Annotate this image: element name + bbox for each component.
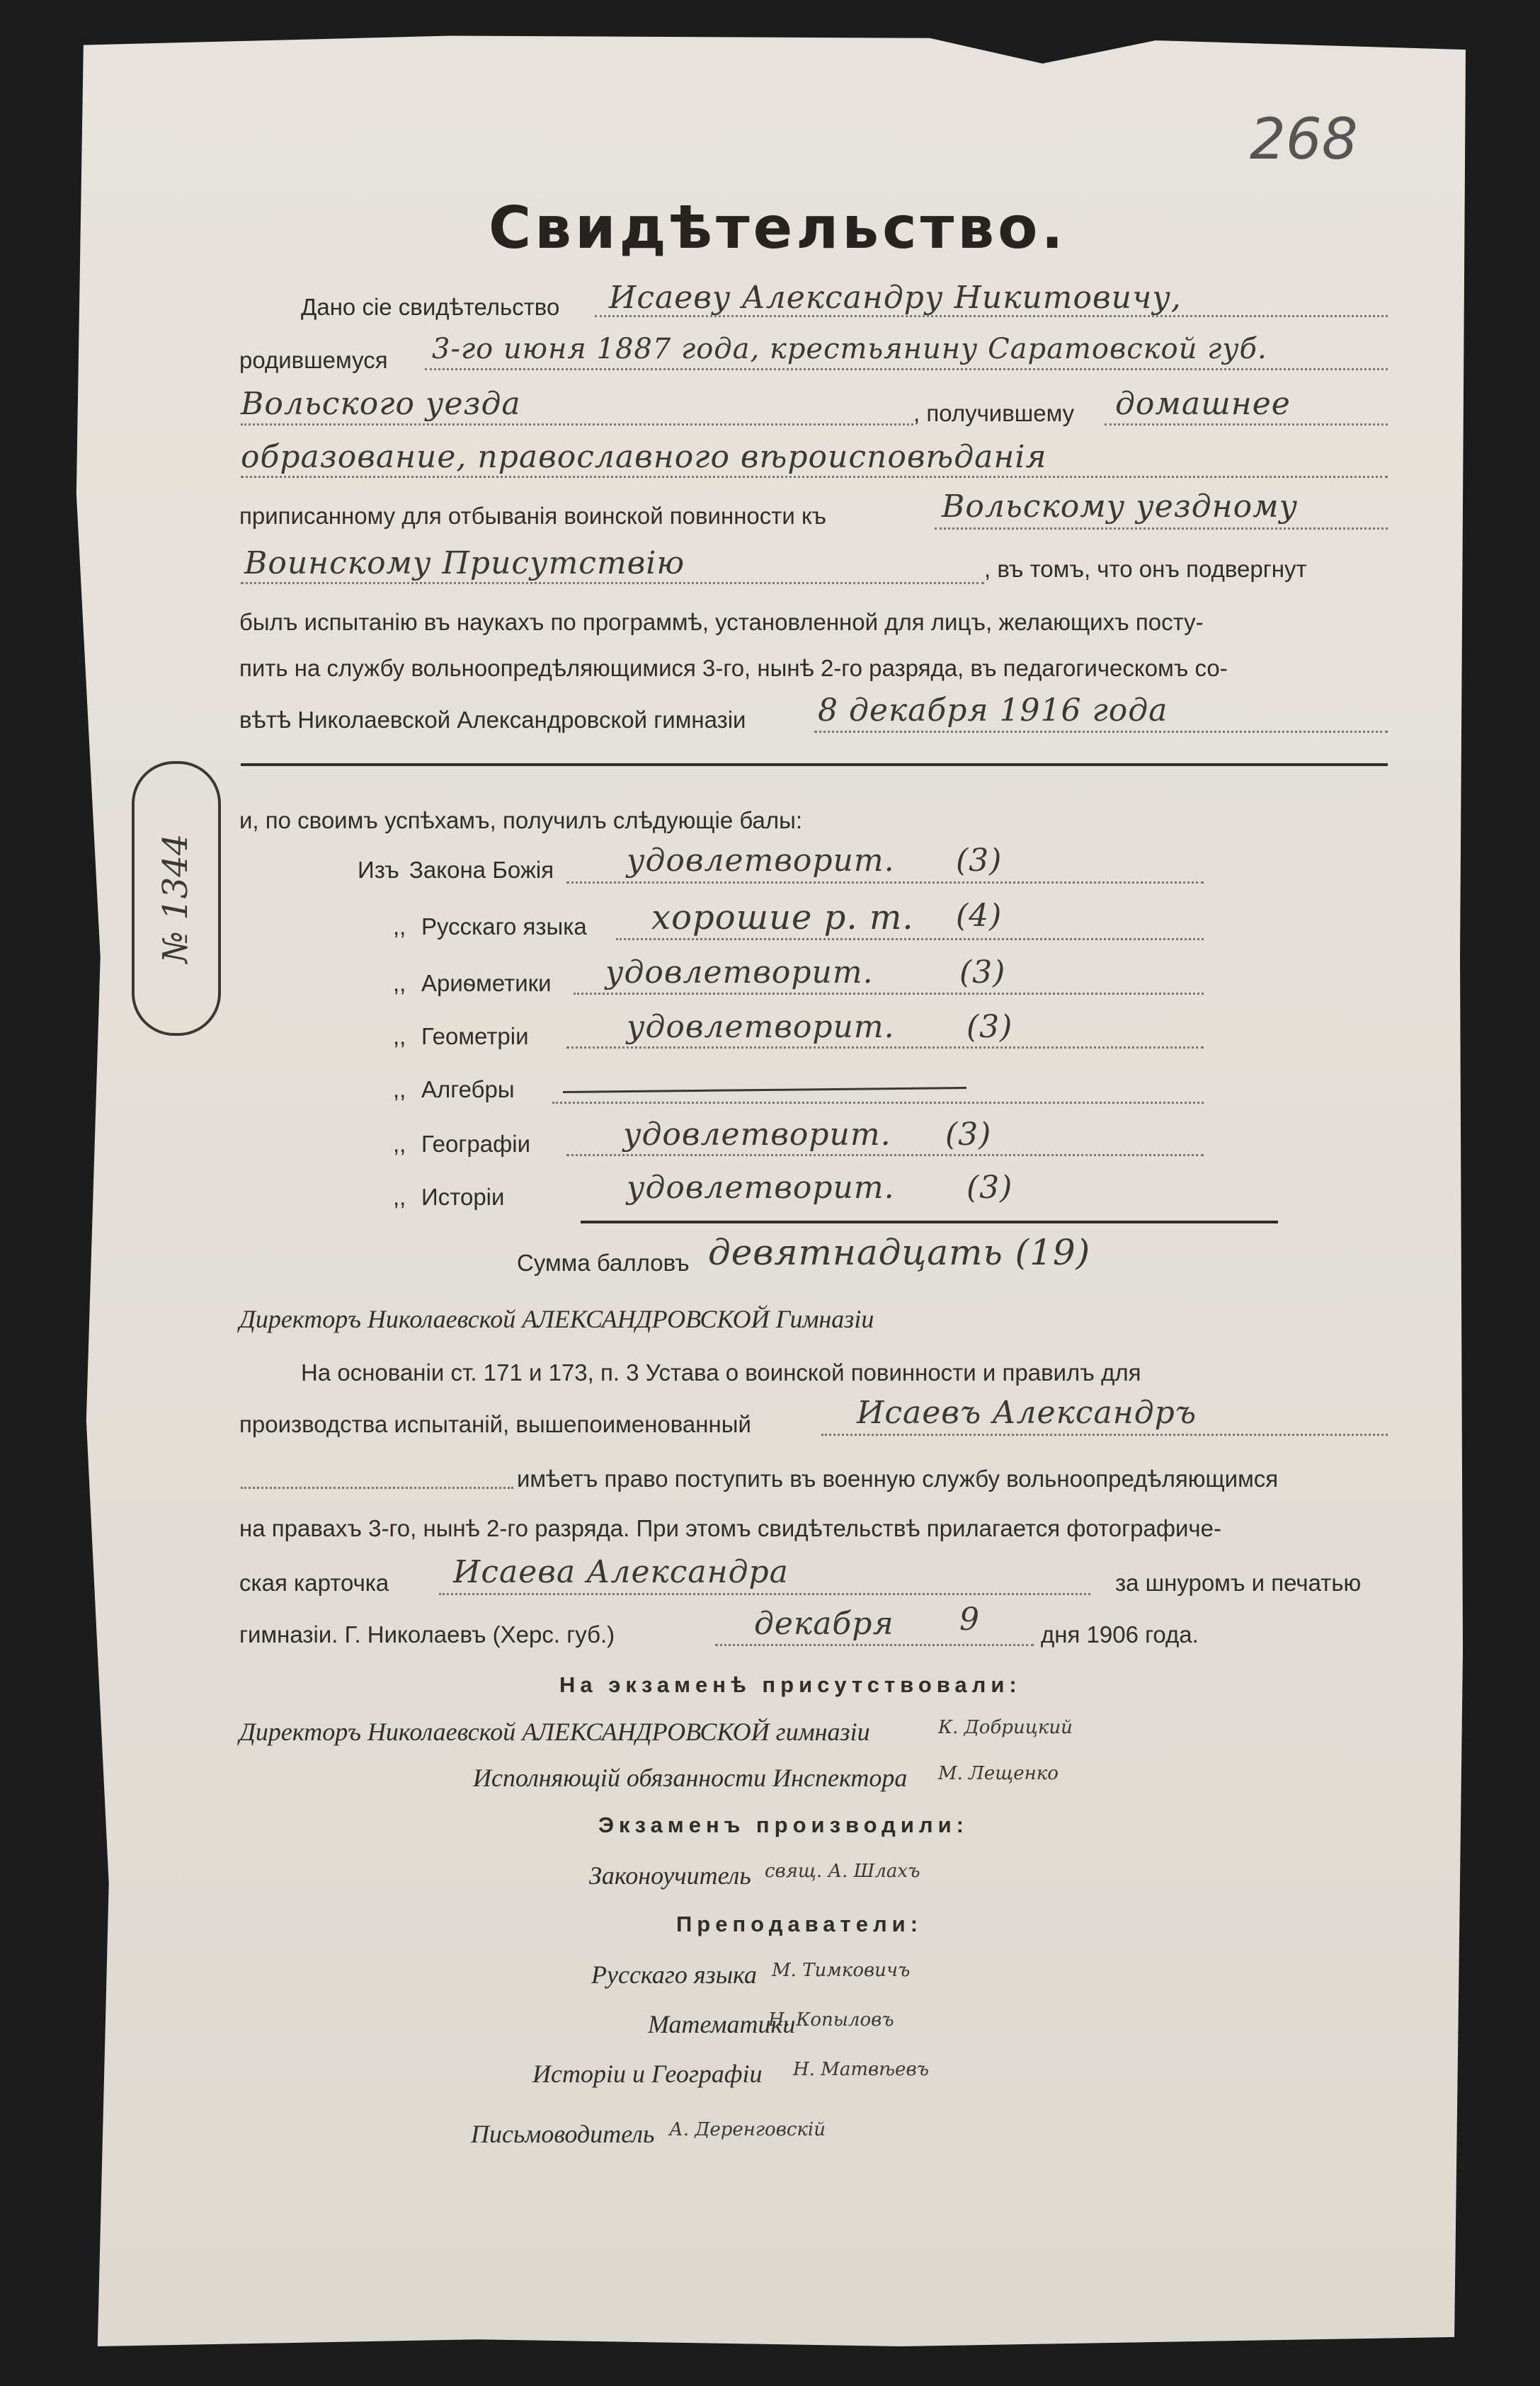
- grade-value: удовлетворит.: [605, 954, 874, 991]
- grade-score: (3): [959, 954, 1006, 991]
- sum-label: Сумма балловъ: [517, 1250, 690, 1276]
- dotted-line: [566, 1046, 1204, 1049]
- exam-date: 8 декабря 1916 года: [818, 692, 1168, 729]
- basis-line: на правахъ 3-го, нынѣ 2-го разряда. При этомъ свидѣтельствѣ прилагается фотографиче-: [239, 1515, 1221, 1541]
- grade-prefix: ,,: [393, 913, 406, 940]
- grade-prefix: ,,: [393, 1023, 406, 1049]
- grade-subject: Алгебры: [421, 1076, 515, 1102]
- dotted-line: [715, 1644, 1034, 1646]
- clerk-role: Письмоводитель: [471, 2120, 655, 2148]
- grade-prefix: ,,: [393, 1184, 406, 1210]
- teachers-heading: Преподаватели:: [676, 1912, 923, 1936]
- sum-rule: [581, 1221, 1278, 1223]
- present-role: Директоръ Николаевской АЛЕКСАНДРОВСКОЙ гимназіи: [239, 1718, 870, 1746]
- dotted-line: [566, 1154, 1204, 1156]
- dotted-line: [814, 731, 1388, 733]
- grade-score: (3): [956, 843, 1003, 879]
- assigned-2: Воинскому Присутствію: [244, 545, 685, 581]
- dotted-line: [566, 881, 1204, 884]
- dotted-line: [574, 993, 1204, 995]
- dotted-line: [821, 1434, 1388, 1436]
- birth-details: 3-го июня 1887 года, крестьянину Саратовской губ.: [432, 333, 1267, 365]
- dotted-line: [241, 476, 1388, 478]
- education-1: домашнее: [1115, 386, 1291, 422]
- district: Вольского уезда: [241, 386, 521, 422]
- issue-month: декабря: [754, 1606, 894, 1642]
- grades-intro: и, по своимъ успѣхамъ, получилъ слѣдующіе балы:: [239, 807, 802, 833]
- born-label: родившемуся: [239, 347, 388, 373]
- examined-heading: Экзаменъ производили:: [598, 1813, 969, 1837]
- grade-value: удовлетворит.: [627, 843, 895, 879]
- dotted-line: [935, 527, 1388, 530]
- teacher-role: Математики: [648, 2010, 796, 2038]
- education-2: образование, православного вѣроисповѣданія: [241, 439, 1047, 475]
- given-label: Дано сіе свидѣтельство: [301, 294, 560, 320]
- grade-value: удовлетворит.: [623, 1117, 891, 1153]
- recipient-name: Исаеву Александру Никитовичу,: [609, 280, 1182, 316]
- stamp-number: № 1344: [156, 833, 195, 964]
- basis-line: имѣетъ право поступить въ военную службу вольноопредѣляющимся: [517, 1466, 1279, 1492]
- law-teacher-signature: свящ. А. Шлахъ: [765, 1861, 920, 1882]
- grade-prefix: ,,: [393, 1076, 406, 1102]
- dotted-line: [241, 1487, 513, 1489]
- basis-line: за шнуромъ и печатью: [1115, 1570, 1362, 1596]
- present-signature: К. Добрицкий: [938, 1717, 1073, 1738]
- dotted-line: [595, 315, 1388, 317]
- grade-subject: Ариѳметики: [421, 970, 552, 996]
- text-line: вѣтѣ Николаевской Александровской гимназіи: [239, 707, 746, 733]
- grade-value: удовлетворит.: [627, 1170, 895, 1206]
- text-line: былъ испытанію въ наукахъ по программѣ, установленной для лицъ, желающихъ посту-: [239, 609, 1204, 635]
- dotted-line: [439, 1593, 1090, 1595]
- basis-line: гимназіи. Г. Николаевъ (Херс. губ.): [239, 1621, 615, 1648]
- document-title: Свидѣтельство.: [489, 195, 1067, 262]
- teacher-signature: М. Тимковичъ: [772, 1960, 911, 1981]
- registration-stamp: [132, 761, 221, 1036]
- grade-subject: Геометріи: [421, 1023, 529, 1049]
- grade-prefix: ,,: [393, 970, 406, 996]
- present-heading: На экзаменѣ присутствовали:: [559, 1672, 1022, 1697]
- teacher-role: Русскаго языка: [591, 1960, 758, 1989]
- present-role: Исполняющій обязанности Инспектора: [473, 1764, 908, 1792]
- that-label: , въ томъ, что онъ подвергнут: [984, 556, 1307, 582]
- grade-score: (3): [945, 1117, 992, 1153]
- dotted-line: [1105, 423, 1388, 426]
- clerk-signature: А. Деренговскій: [669, 2119, 826, 2140]
- issue-day: 9: [959, 1602, 980, 1638]
- separator-line: [241, 763, 1388, 766]
- teacher-signature: Н. Матвѣевъ: [793, 2059, 929, 2080]
- dotted-line: [425, 368, 1388, 370]
- dotted-line: [241, 423, 913, 426]
- grade-value: удовлетворит.: [627, 1009, 895, 1045]
- basis-line: ская карточка: [239, 1570, 389, 1596]
- photo-owner: Исаева Александра: [453, 1554, 789, 1590]
- dotted-line: [616, 938, 1204, 940]
- grade-subject: Географіи: [421, 1131, 531, 1157]
- grade-value: хорошие р. т.: [651, 898, 914, 937]
- grade-score: (3): [966, 1009, 1013, 1045]
- grade-subject: Закона Божія: [409, 857, 554, 883]
- sum-value: девятнадцать (19): [708, 1232, 1091, 1273]
- examinee-name: Исаевъ Александръ: [857, 1395, 1197, 1431]
- text-line: пить на службу вольноопредѣляющимися 3-го, нынѣ 2-го разряда, въ педагогическомъ со-: [239, 655, 1228, 681]
- teacher-role: Исторіи и Географіи: [532, 2060, 763, 2088]
- basis-line: На основаніи ст. 171 и 173, п. 3 Устава о воинской повинности и правилъ для: [301, 1359, 1141, 1386]
- grade-prefix: Изъ: [358, 857, 399, 883]
- law-teacher-role: Законоучитель: [589, 1861, 751, 1890]
- present-signature: М. Лещенко: [938, 1763, 1059, 1784]
- received-label: , получившему: [913, 400, 1075, 426]
- grade-prefix: ,,: [393, 1131, 406, 1157]
- page-number: 268: [1250, 106, 1358, 172]
- grade-score: (3): [966, 1170, 1013, 1206]
- basis-line: производства испытаній, вышепоименованный: [239, 1411, 751, 1437]
- director-heading: Директоръ Николаевской АЛЕКСАНДРОВСКОЙ Гимназіи: [239, 1305, 874, 1333]
- teacher-signature: Н. Копыловъ: [768, 2009, 894, 2031]
- assigned-label: приписанному для отбыванія воинской повинности къ: [239, 503, 827, 529]
- assigned-1: Вольскому уездному: [942, 489, 1299, 525]
- dotted-line: [241, 582, 984, 584]
- dotted-line: [552, 1102, 1204, 1104]
- grade-subject: Исторіи: [421, 1184, 505, 1210]
- grade-score: (4): [956, 898, 1003, 934]
- basis-line: дня 1906 года.: [1041, 1621, 1199, 1648]
- grade-subject: Русскаго языка: [421, 913, 587, 940]
